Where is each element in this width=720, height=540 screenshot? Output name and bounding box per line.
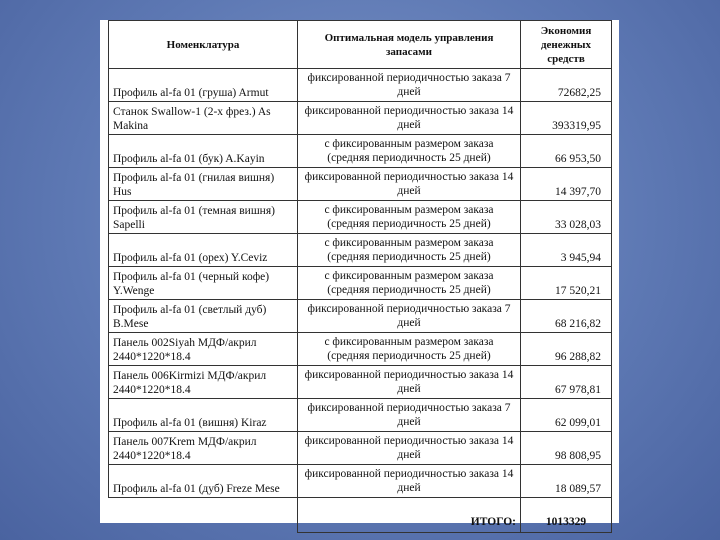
table-row [109, 465, 612, 498]
table-row [109, 333, 612, 366]
row-model: фиксированной периодичностью заказа 7 дней [298, 69, 521, 102]
row-value: 68 216,82 [521, 300, 612, 333]
row-name: Профиль al-fa 01 (светлый дуб) B.Mese [109, 300, 298, 333]
row-name: Панель 007Krem МДФ/акрил 2440*1220*18.4 [109, 432, 298, 465]
row-value: 72682,25 [521, 69, 612, 102]
row-model: фиксированной периодичностью заказа 14 дней [298, 432, 521, 465]
row-model: с фиксированным размером заказа (средняя периодичность 25 дней) [298, 201, 521, 234]
total-label: ИТОГО: [298, 498, 521, 533]
row-model: с фиксированным размером заказа (средняя периодичность 25 дней) [298, 135, 521, 168]
table-row [109, 69, 612, 102]
row-value: 3 945,94 [521, 234, 612, 267]
table-row [109, 201, 612, 234]
row-name: Профиль al-fa 01 (дуб) Freze Mese [109, 465, 298, 498]
row-value: 62 099,01 [521, 399, 612, 432]
row-value: 96 288,82 [521, 333, 612, 366]
row-name: Профиль al-fa 01 (темная вишня) Sapelli [109, 201, 298, 234]
total-spacer [109, 498, 298, 533]
row-model: с фиксированным размером заказа (средняя периодичность 25 дней) [298, 234, 521, 267]
row-model: фиксированной периодичностью заказа 14 дней [298, 102, 521, 135]
row-name: Профиль al-fa 01 (вишня) Kiraz [109, 399, 298, 432]
row-value: 33 028,03 [521, 201, 612, 234]
row-name: Панель 006Kirmizi МДФ/акрил 2440*1220*18.4 [109, 366, 298, 399]
row-name: Профиль al-fa 01 (орех) Y.Ceviz [109, 234, 298, 267]
row-value: 14 397,70 [521, 168, 612, 201]
row-model: фиксированной периодичностью заказа 14 дней [298, 168, 521, 201]
header-savings: Экономия денежных средств [521, 21, 612, 69]
table-row [109, 168, 612, 201]
table-header-row [109, 21, 612, 69]
row-model: фиксированной периодичностью заказа 7 дней [298, 399, 521, 432]
table-row [109, 432, 612, 465]
total-row [109, 498, 612, 533]
table-row [109, 366, 612, 399]
row-value: 98 808,95 [521, 432, 612, 465]
header-nomenclature: Номенклатура [109, 21, 298, 69]
row-name: Профиль al-fa 01 (гнилая вишня) Hus [109, 168, 298, 201]
row-name: Станок Swallow-1 (2-х фрез.) As Makina [109, 102, 298, 135]
row-name: Профиль al-fa 01 (черный кофе) Y.Wenge [109, 267, 298, 300]
row-value: 67 978,81 [521, 366, 612, 399]
header-optimal-model: Оптимальная модель управления запасами [298, 21, 521, 69]
row-model: фиксированной периодичностью заказа 7 дней [298, 300, 521, 333]
table-row [109, 399, 612, 432]
document-page [100, 20, 619, 528]
total-value: 1013329 [521, 498, 612, 533]
row-value: 66 953,50 [521, 135, 612, 168]
table-row [109, 267, 612, 300]
inventory-savings-table [108, 20, 612, 533]
row-model: фиксированной периодичностью заказа 14 дней [298, 465, 521, 498]
table-row [109, 234, 612, 267]
row-name: Профиль al-fa 01 (груша) Armut [109, 69, 298, 102]
row-model: с фиксированным размером заказа (средняя периодичность 25 дней) [298, 333, 521, 366]
table-row [109, 300, 612, 333]
row-value: 393319,95 [521, 102, 612, 135]
row-name: Профиль al-fa 01 (бук) A.Kayin [109, 135, 298, 168]
row-value: 17 520,21 [521, 267, 612, 300]
table-row [109, 135, 612, 168]
row-model: с фиксированным размером заказа (средняя периодичность 25 дней) [298, 267, 521, 300]
row-name: Панель 002Siyah МДФ/акрил 2440*1220*18.4 [109, 333, 298, 366]
row-value: 18 089,57 [521, 465, 612, 498]
table-row [109, 102, 612, 135]
row-model: фиксированной периодичностью заказа 14 дней [298, 366, 521, 399]
